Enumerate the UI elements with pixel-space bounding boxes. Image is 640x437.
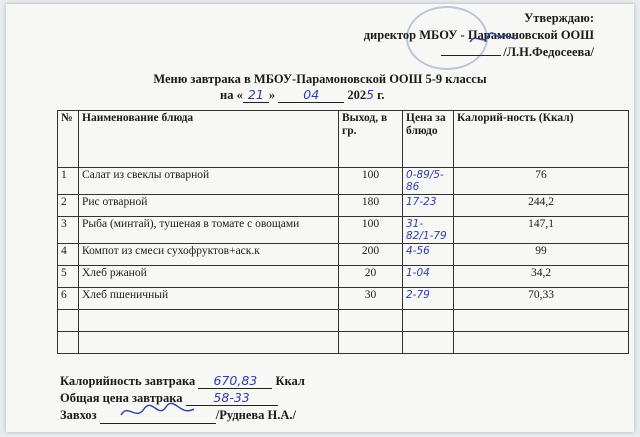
approval-line2: директор МБОУ - Парамоновской ООШ (363, 28, 594, 42)
date-year-prefix: 202 (347, 88, 367, 102)
row-price: 1-04 (403, 266, 454, 288)
header-calories: Калорий-ность (Ккал) (454, 111, 629, 168)
date-prefix: на « (220, 88, 243, 102)
storekeeper-name: /Руднева Н.А./ (215, 408, 297, 422)
date-mid: » (268, 88, 276, 102)
row-price: 0-89/5-86 (403, 168, 454, 195)
row-yield: 30 (339, 288, 403, 310)
row-num: 1 (58, 168, 79, 195)
director-signature (468, 30, 518, 48)
table-row (58, 217, 629, 244)
director-signature-line (441, 55, 501, 56)
row-price: 4-56 (403, 244, 454, 266)
header-price: Цена за блюдо (403, 111, 454, 168)
row-num: 5 (58, 266, 79, 288)
row-yield: 100 (339, 168, 403, 195)
row-name: Салат из свеклы отварной (79, 168, 339, 195)
header-name: Наименование блюда (79, 111, 339, 168)
table-header-row (58, 111, 629, 168)
calories-value: 670,83 (198, 373, 272, 389)
date-suffix: г. (377, 88, 385, 102)
row-yield: 20 (339, 266, 403, 288)
row-calories: 147,1 (454, 217, 629, 244)
row-calories: 34,2 (454, 266, 629, 288)
row-calories: 244,2 (454, 195, 629, 217)
approval-line1: Утверждаю: (524, 11, 594, 25)
row-num: 3 (58, 217, 79, 244)
header-num: № (58, 111, 79, 168)
row-name: Рыба (минтай), тушеная в томате с овощами (79, 217, 339, 244)
row-calories: 70,33 (454, 288, 629, 310)
director-name: /Л.Н.Федосеева/ (503, 45, 594, 59)
row-price: 31-82/1-79 (403, 217, 454, 244)
calories-label: Калорийность завтрака (60, 374, 196, 388)
storekeeper-label: Завхоз (60, 408, 97, 422)
menu-table (57, 110, 629, 354)
date-day: 21 (243, 87, 269, 103)
document-sheet (6, 4, 634, 432)
row-yield: 100 (339, 217, 403, 244)
header-yield: Выход, в гр. (339, 111, 403, 168)
row-price: 2-79 (403, 288, 454, 310)
row-price: 17-23 (403, 195, 454, 217)
row-yield: 200 (339, 244, 403, 266)
storekeeper-signature (118, 401, 198, 423)
calories-total-line (60, 373, 305, 389)
table-row (58, 244, 629, 266)
date-year-digit: 5 (366, 87, 375, 102)
table-row (58, 266, 629, 288)
table-row-empty (58, 332, 629, 354)
table-row (58, 195, 629, 217)
date-month: 04 (278, 87, 344, 103)
row-yield: 180 (339, 195, 403, 217)
row-calories: 76 (454, 168, 629, 195)
row-name: Компот из смеси сухофруктов+аск.к (79, 244, 339, 266)
page-title: Меню завтрака в МБОУ-Парамоновской ООШ 5-9 классы (153, 72, 487, 86)
row-name: Рис отварной (79, 195, 339, 217)
row-calories: 99 (454, 244, 629, 266)
table-row (58, 288, 629, 310)
price-value: 58-33 (186, 390, 278, 406)
table-row (58, 168, 629, 195)
row-name: Хлеб ржаной (79, 266, 339, 288)
row-num: 4 (58, 244, 79, 266)
price-label: Общая цена завтрака (60, 391, 183, 405)
row-name: Хлеб пшеничный (79, 288, 339, 310)
table-row-empty (58, 310, 629, 332)
calories-unit: Ккал (275, 374, 305, 388)
menu-date (220, 87, 385, 103)
row-num: 2 (58, 195, 79, 217)
row-num: 6 (58, 288, 79, 310)
